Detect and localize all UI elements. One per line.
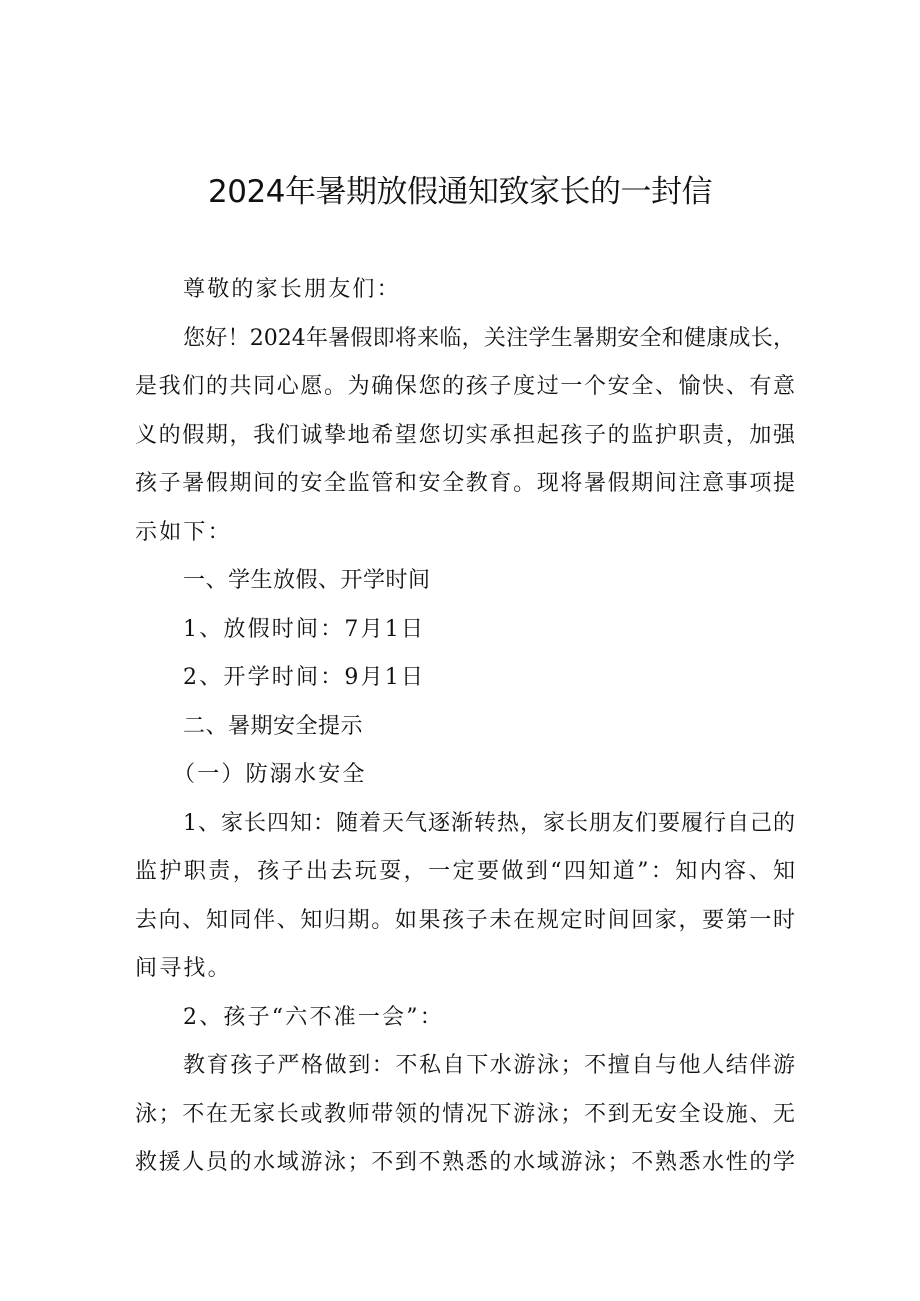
salutation: 尊敬的家长朋友们：	[183, 277, 401, 302]
paragraph-line: 救援人员的水域游泳；不到不熟悉的水域游泳；不熟悉水性的学	[135, 1150, 795, 1175]
list-item-heading: 2、孩子“六不准一会”：	[183, 1004, 444, 1030]
paragraph-line: 去向、知同伴、知归期。如果孩子未在规定时间回家，要第一时	[135, 907, 795, 933]
paragraph-line: 示如下：	[135, 519, 232, 545]
section-heading-1: 一、学生放假、开学时间	[183, 568, 431, 593]
paragraph-line: 义的假期，我们诚挚地希望您切实承担起孩子的监护职责，加强	[135, 422, 795, 448]
paragraph-line: 是我们的共同心愿。为确保您的孩子度过一个安全、愉快、有意	[135, 374, 795, 399]
paragraph-line: 间寻找。	[135, 956, 232, 981]
paragraph-line: 监护职责，孩子出去玩耍，一定要做到“四知道”：知内容、知	[135, 859, 795, 884]
list-item-vacation-start: 1、放假时间：7月1日	[183, 616, 426, 642]
section-heading-2: 二、暑期安全提示	[183, 713, 364, 739]
paragraph-line: 孩子暑假期间的安全监管和安全教育。现将暑假期间注意事项提	[135, 471, 795, 496]
document-body	[135, 266, 795, 1188]
paragraph-line: 泳；不在无家长或教师带领的情况下游泳；不到无安全设施、无	[135, 1101, 795, 1127]
subsection-heading: （一）防溺水安全	[173, 762, 367, 787]
paragraph-line: 教育孩子严格做到：不私自下水游泳；不擅自与他人结伴游	[183, 1053, 795, 1078]
paragraph-line: 1、家长四知：随着天气逐渐转热，家长朋友们要履行自己的	[183, 810, 795, 836]
paragraph-line: 您好！2024年暑假即将来临，关注学生暑期安全和健康成长，	[183, 325, 795, 351]
document-title: 2024年暑期放假通知致家长的一封信	[208, 174, 712, 210]
list-item-school-start: 2、开学时间：9月1日	[183, 665, 426, 690]
